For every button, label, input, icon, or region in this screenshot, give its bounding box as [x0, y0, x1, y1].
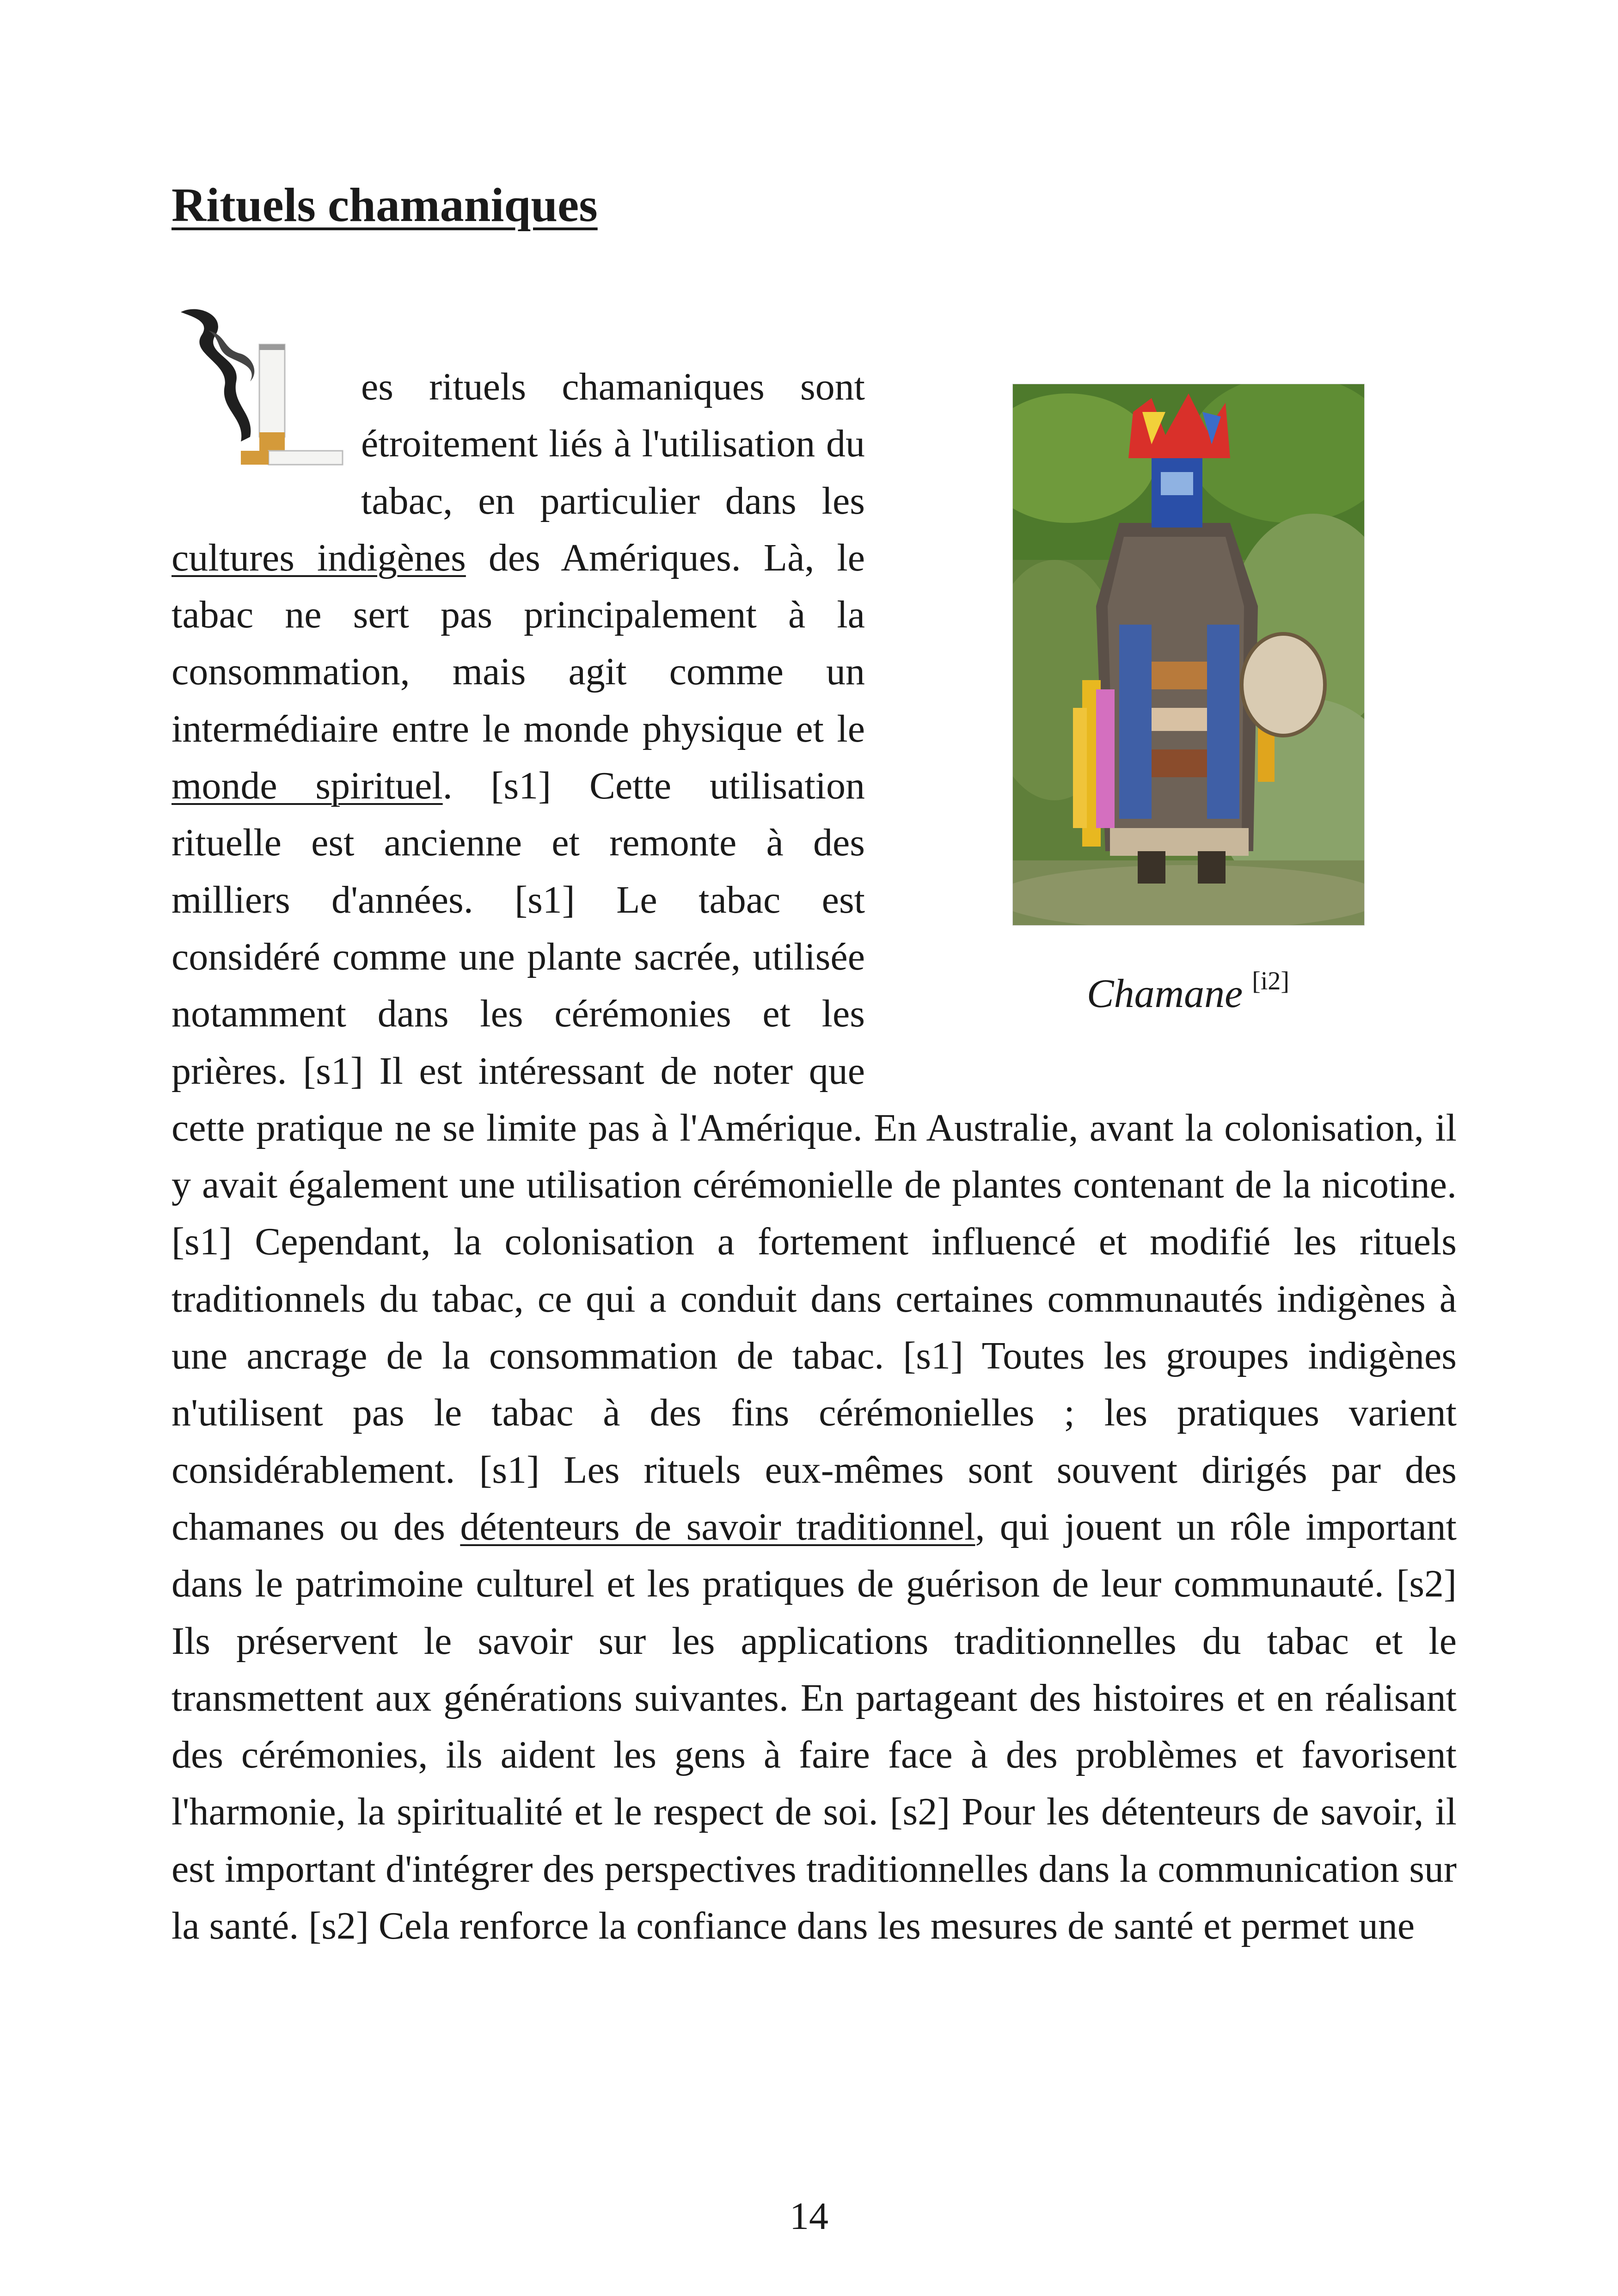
link-detenteurs-de-savoir[interactable]: détenteurs de savoir traditionnel — [460, 1505, 975, 1548]
paragraph-text-3: . [s1] Cette utilisation rituelle est ancienne et remonte à des milliers d'années. [s1] Le tabac est considéré comme une plante sacrée, utilisée notamment dans les cérémonies et les prières. [s1] Il est intéressant de noter que cette pratique ne se limite pas à l'Amérique. En Australie, avant la colonisation, il y avait également une utilisation cérémonielle de plantes contenant de la nicotine. [s1] Cependant, la colonisation a fortement influencé et modifié les rituels traditionnels du tabac, ce qui a conduit dans certaines communautés indigènes à une ancrage de la consommation de tabac. [s1] Toutes les groupes indigènes n'utilisent pas le tabac à des fins cérémonielles ; les pratiques varient considérablement. [s1] Les rituels eux-mêmes sont souvent dirigés par des chamanes ou des — [172, 764, 1457, 1548]
caption-text: Chamane — [1086, 971, 1243, 1016]
paragraph-text-4: , qui jouent un rôle important dans le patrimoine culturel et les pratiques de guérison de leur communauté. [s2] Ils préservent le savoir sur les applications traditionnelles du tabac et le transmettent aux générations suivantes. En partageant des histoires et en réalisant des cérémonies, ils aident les gens à faire face à des problèmes et favorisent l'harmonie, la spiritualité et le respect de soi. [s2] Pour les détenteurs de savoir, il est important d'intégrer des perspectives traditionnelles dans la communication sur la santé. [s2] Cela renforce la confiance dans les mesures de santé et permet une — [172, 1505, 1457, 1948]
link-cultures-indigenes[interactable]: cultures indigènes — [172, 536, 466, 579]
link-monde-spirituel[interactable]: monde spirituel — [172, 764, 443, 808]
paragraph-text-2: des Amériques. Là, le tabac ne sert pas principalement à la consommation, mais agit comme un intermédiaire entre le monde physique et le — [172, 536, 865, 750]
figure-space — [865, 358, 1457, 1052]
main-paragraph — [172, 358, 1457, 1954]
image-reference: [i2] — [1252, 967, 1290, 995]
cigarette-dropcap — [172, 303, 347, 474]
page-number: 14 — [790, 2195, 828, 2238]
page-title: Rituels chamaniques — [172, 178, 598, 232]
paragraph-text-1: es rituels chamaniques sont étroitement liés à l'utilisation du tabac, en particulier dans les — [361, 365, 865, 522]
